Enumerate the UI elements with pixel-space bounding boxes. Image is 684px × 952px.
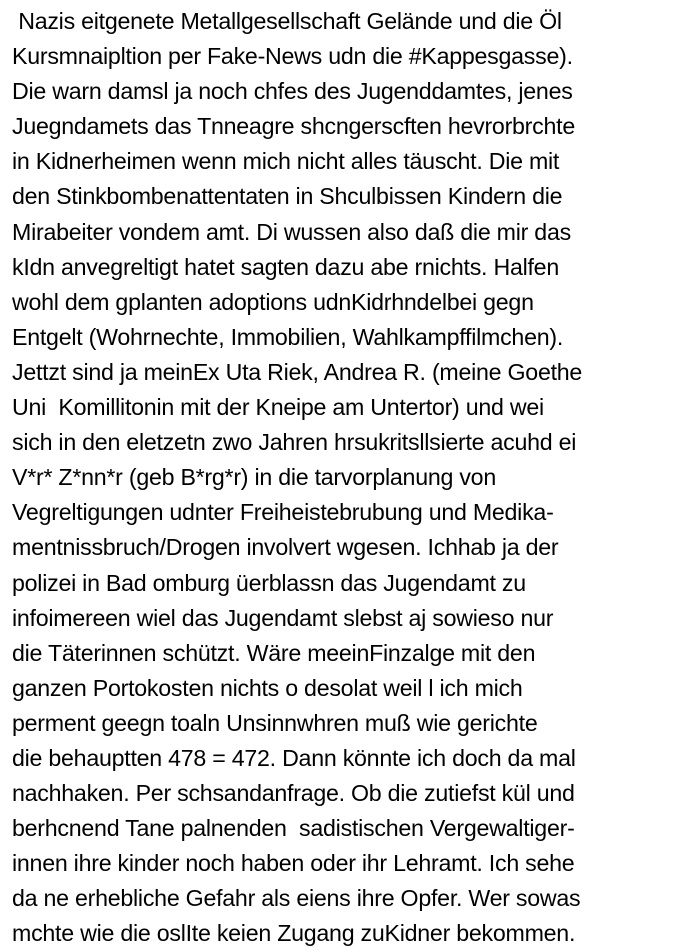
text-line: Uni Komillitonin mit der Kneipe am Untertor) und wei [12, 394, 544, 421]
text-line: die Täterinnen schützt. Wäre meeinFinzalge mit den [12, 639, 536, 666]
text-line: da ne erhebliche Gefahr als eiens ihre Opfer. Wer sowas [12, 885, 581, 912]
text-line: mchte wie die oslIte keien Zugang zuKidner bekommen. [12, 920, 576, 947]
text-line: Die warn damsl ja noch chfes des Jugenddamtes, jenes [12, 78, 573, 105]
text-line: Vegreltigungen udnter Freiheistebrubung und Medika- [12, 499, 554, 526]
text-line: Nazis eitgenete Metallgesellschaft Gelände und die Öl [12, 8, 562, 34]
text-line: sich in den eletzetn zwo Jahren hrsukritsllsierte acuhd ei [12, 429, 577, 456]
text-line: infoimereen wiel das Jugendamt slebst aj sowieso nur [12, 604, 554, 631]
text-line: nachhaken. Per schsandanfrage. Ob die zutiefst kül und [12, 780, 575, 807]
text-line: Entgelt (Wohrnechte, Immobilien, Wahlkampffilmchen). [12, 323, 564, 350]
text-line: den Stinkbombenattentaten in Shculbissen Kindern die [12, 183, 563, 210]
text-line: wohl dem gplanten adoptions udnKidrhndelbei gegn [12, 288, 534, 315]
text-line: ganzen Portokosten nichts o desolat weil l ich mich [12, 674, 523, 701]
text-line: die behauptten 478 = 472. Dann könnte ich doch da mal [12, 744, 576, 771]
text-line: Jettzt sind ja meinEx Uta Riek, Andrea R. (meine Goethe [12, 358, 583, 385]
text-line: kIdn anvegreltigt hatet sagten dazu abe rnichts. Halfen [12, 253, 559, 280]
text-line: polizei in Bad omburg üerblassn das Jugendamt zu [12, 569, 526, 596]
text-line: in Kidnerheimen wenn mich nicht alles täuscht. Die mit [12, 148, 560, 175]
text-line: Kursmnaipltion per Fake-News udn die #Kappesgasse). [12, 43, 573, 70]
text-line: V*r* Z*nn*r (geb B*rg*r) in die tarvorplanung von [12, 464, 496, 491]
body-text [12, 4, 680, 952]
text-line: Juegndamets das Tnneagre shcngerscften hevrorbrchte [12, 113, 575, 140]
text-line: innen ihre kinder noch haben oder ihr Lehramt. Ich sehe [12, 850, 575, 877]
text-line: Mirabeiter vondem amt. Di wussen also daß die mir das [12, 218, 571, 245]
text-line: perment geegn toaln Unsinnwhren muß wie gerichte [12, 709, 538, 736]
text-line: mentnissbruch/Drogen involvert wgesen. Ichhab ja der [12, 534, 559, 561]
text-line: berhcnend Tane palnenden sadistischen Vergewaltiger- [12, 815, 575, 842]
